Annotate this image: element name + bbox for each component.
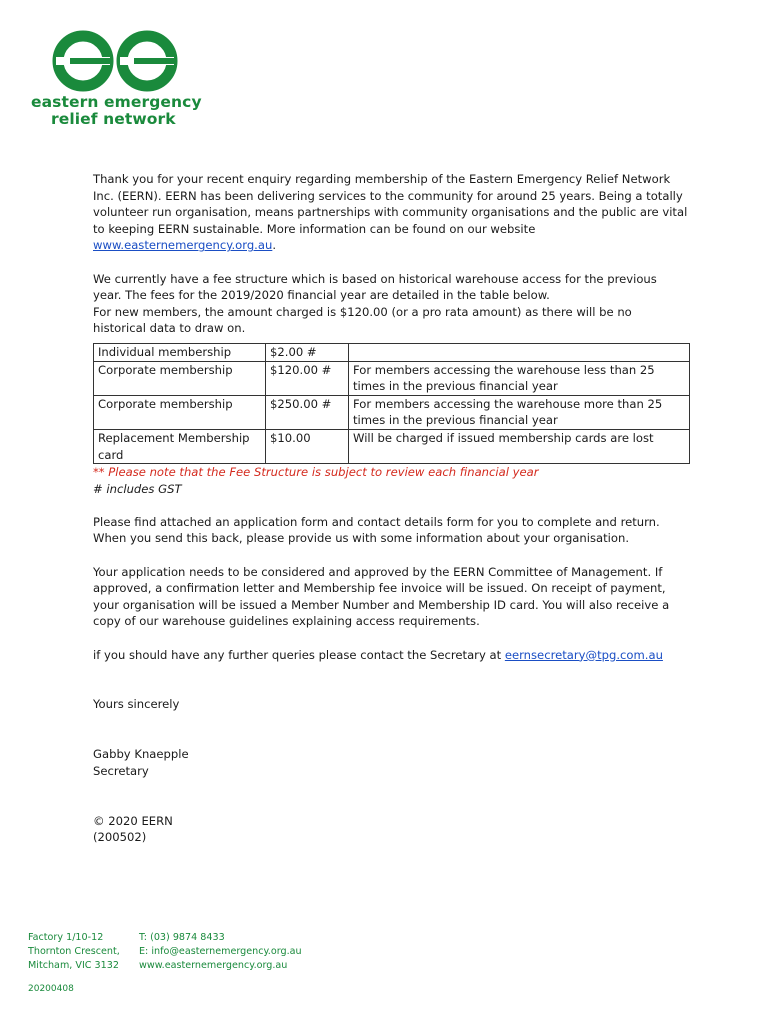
footer-address-line: Mitcham, VIC 3132	[28, 960, 119, 971]
attach-paragraph: Please find attached an application form and contact details form for you to complete and return. When you send this back, please provide us with some information about your organisation.	[93, 514, 660, 546]
copyright-block	[93, 813, 688, 846]
letter-body	[93, 171, 688, 846]
fee-type-cell: Corporate membership	[94, 395, 266, 429]
logo-text-line2: relief network	[51, 110, 176, 128]
intro-text: Thank you for your recent enquiry regarding membership of the Eastern Emergency Relief Network Inc. (EERN). EERN has been delivering services to the community for around 25 years. Being a totally volunteer run organisation, means partnerships with community organisations and the public are vital to keeping EERN sustainable. More information can be found on our website	[93, 172, 688, 236]
footer-address	[28, 931, 120, 973]
closing: Yours sincerely	[93, 697, 180, 712]
signature-block	[93, 746, 688, 779]
fee-note-cell: For members accessing the warehouse less than 25 times in the previous financial year	[349, 361, 690, 395]
eern-logo-mark-icon	[48, 30, 188, 92]
footer-phone: T: (03) 9874 8433	[139, 932, 225, 943]
eern-logo	[28, 30, 202, 130]
gst-note: # includes GST	[93, 481, 182, 496]
fees-paragraph	[93, 271, 688, 337]
fee-note-cell: For members accessing the warehouse more than 25 times in the previous financial year	[349, 395, 690, 429]
copyright-line: © 2020 EERN	[93, 813, 173, 828]
table-row	[94, 395, 690, 429]
fee-type-cell: Individual membership	[94, 343, 266, 361]
queries-text: if you should have any further queries please contact the Secretary at	[93, 647, 505, 662]
approval-paragraph: Your application needs to be considered and approved by the EERN Committee of Management. If approved, a confirmation letter and Membership fee invoice will be issued. On receipt of payment, your organisation will be issued a Member Number and Membership ID card. You will also receive a copy of our warehouse guidelines explaining access requirements.	[93, 564, 670, 629]
footer-contact	[139, 931, 302, 973]
queries-paragraph	[93, 647, 688, 664]
fees-line2: For new members, the amount charged is $120.00 (or a pro rata amount) as there will be no historical data to draw on.	[93, 304, 632, 336]
table-row	[94, 429, 690, 463]
website-link[interactable]: www.easternemergency.org.au	[93, 238, 273, 253]
footer-address-line: Factory 1/10-12	[28, 932, 104, 943]
footer-website[interactable]: www.easternemergency.org.au	[139, 960, 288, 971]
fees-line1: We currently have a fee structure which is based on historical warehouse access for the previous year. The fees for the 2019/2020 financial year are detailed in the table below.	[93, 271, 657, 303]
fee-type-cell: Replacement Membership card	[94, 429, 266, 463]
signature-name: Gabby Knaepple	[93, 747, 189, 762]
fee-type-cell: Corporate membership	[94, 361, 266, 395]
copyright-ref: (200502)	[93, 830, 147, 845]
fee-amount-cell: $10.00	[266, 429, 349, 463]
fee-amount-cell: $2.00 #	[266, 343, 349, 361]
table-row	[94, 361, 690, 395]
fee-table	[93, 343, 690, 464]
footer-address-line: Thornton Crescent,	[28, 946, 120, 957]
signature-title: Secretary	[93, 763, 149, 778]
document-reference: 20200408	[28, 984, 74, 994]
review-note: ** Please note that the Fee Structure is subject to review each financial year	[93, 465, 539, 480]
fee-amount-cell: $120.00 #	[266, 361, 349, 395]
intro-end: .	[272, 238, 277, 253]
footer-email[interactable]: E: info@easternemergency.org.au	[139, 946, 302, 957]
intro-paragraph	[93, 171, 688, 254]
table-row	[94, 343, 690, 361]
secretary-email-link[interactable]: eernsecretary@tpg.com.au	[504, 647, 663, 662]
fee-amount-cell: $250.00 #	[266, 395, 349, 429]
fee-note-cell: Will be charged if issued membership cards are lost	[349, 429, 690, 463]
logo-text-line1: eastern emergency	[31, 93, 202, 111]
fee-note-cell	[349, 343, 690, 361]
